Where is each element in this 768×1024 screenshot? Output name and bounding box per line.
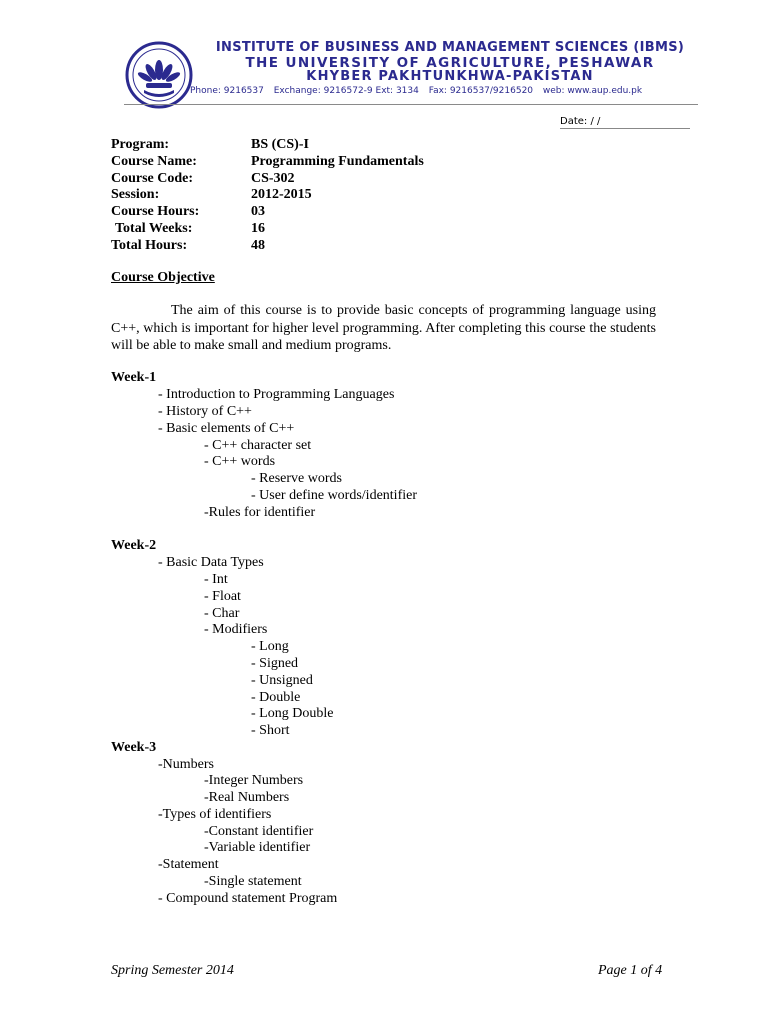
list-item: - Unsigned [251, 673, 313, 688]
date-field: Date: / / [560, 116, 601, 127]
week-2-heading: Week-2 [111, 538, 157, 553]
fax-text: Fax: 9216537/9216520 [428, 86, 534, 96]
list-item: - C++ character set [204, 438, 312, 453]
total-hours-label: Total Hours: [111, 237, 188, 253]
list-item: -Types of identifiers [158, 807, 272, 822]
course-hours-label: Course Hours: [111, 204, 200, 220]
objective-heading: Course Objective [111, 270, 215, 285]
university-name: THE UNIVERSITY OF AGRICULTURE, PESHAWAR [245, 55, 655, 71]
list-item: - Introduction to Programming Languages [158, 387, 395, 402]
list-item: - History of C++ [158, 404, 252, 419]
list-item: -Variable identifier [204, 840, 311, 855]
date-underline [560, 128, 690, 129]
list-item: -Statement [158, 857, 219, 872]
contact-line [190, 86, 690, 96]
total-weeks-label: Total Weeks: [115, 220, 193, 236]
list-item: - Int [204, 572, 228, 587]
week-1-heading: Week-1 [111, 370, 157, 385]
list-item: -Real Numbers [204, 790, 290, 805]
list-item: - Signed [251, 656, 299, 671]
program-label: Program: [111, 137, 170, 152]
course-code-value: CS-302 [251, 170, 295, 186]
header-divider [124, 104, 698, 105]
list-item: - Short [251, 723, 290, 738]
list-item: -Constant identifier [204, 824, 314, 839]
session-label: Session: [111, 187, 160, 203]
list-item: - Compound statement Program [158, 891, 338, 906]
list-item: - Double [251, 690, 301, 705]
program-value: BS (CS)-I [251, 137, 309, 152]
list-item: - Modifiers [204, 622, 268, 637]
footer-page-number: Page 1 of 4 [598, 963, 663, 978]
list-item: -Integer Numbers [204, 773, 304, 788]
phone-text: Phone: 9216537 [190, 86, 264, 96]
list-item: -Rules for identifier [204, 505, 316, 520]
list-item: - Char [204, 606, 240, 621]
web-text: web: www.aup.edu.pk [542, 86, 643, 96]
course-name-label: Course Name: [111, 153, 197, 169]
list-item: - Reserve words [251, 471, 342, 486]
university-location: KHYBER PAKHTUNKHWA-PAKISTAN [306, 69, 594, 84]
list-item: -Numbers [158, 757, 214, 772]
exchange-text: Exchange: 9216572-9 Ext: 3134 [273, 86, 419, 96]
week-3-heading: Week-3 [111, 740, 157, 755]
course-hours-value: 03 [251, 204, 265, 220]
list-item: - Basic Data Types [158, 555, 264, 570]
list-item: - Basic elements of C++ [158, 421, 295, 436]
total-hours-value: 48 [251, 237, 265, 253]
list-item: - Float [204, 589, 241, 604]
university-logo-icon [124, 40, 194, 110]
objective-text: The aim of this course is to provide basic concepts of programming language using C++, which is important for higher level programming. After completing this course the students will be able to make small and medium programs. [111, 303, 656, 353]
session-value: 2012-2015 [251, 187, 312, 203]
footer-semester: Spring Semester 2014 [111, 963, 234, 978]
course-code-label: Course Code: [111, 170, 194, 186]
course-name-value: Programming Fundamentals [251, 153, 424, 169]
list-item: -Single statement [204, 874, 302, 889]
list-item: - User define words/identifier [251, 488, 417, 503]
list-item: - C++ words [204, 454, 276, 469]
list-item: - Long Double [251, 706, 334, 721]
institute-name: INSTITUTE OF BUSINESS AND MANAGEMENT SCIENCES (IBMS) [215, 40, 685, 55]
list-item: - Long [251, 639, 289, 654]
total-weeks-value: 16 [251, 220, 265, 236]
